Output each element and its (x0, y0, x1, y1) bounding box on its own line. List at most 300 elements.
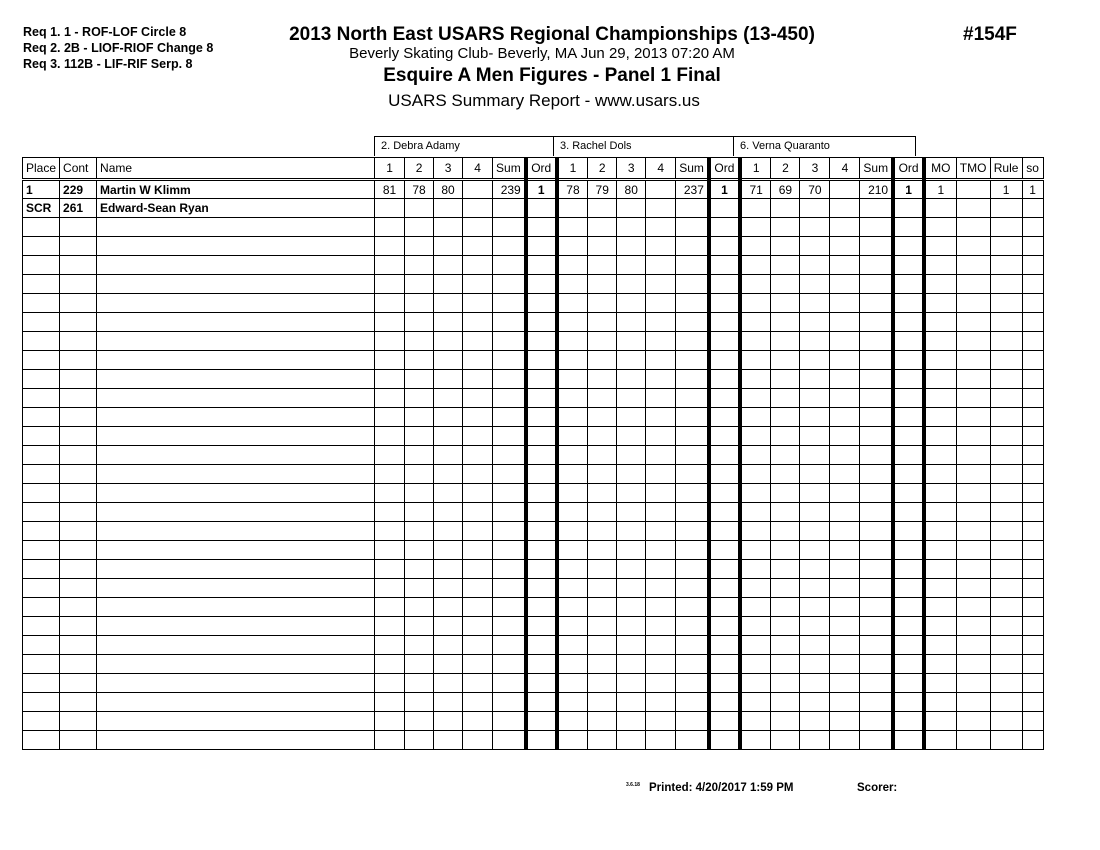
judge3-score-4-cell (830, 617, 860, 636)
judge3-ord-cell (893, 560, 924, 579)
judge2-sum-cell (676, 674, 709, 693)
judge2-score-3-cell (617, 503, 646, 522)
judge1-sum-cell (493, 256, 526, 275)
judge3-score-3-cell: 70 (800, 180, 830, 199)
judge3-score-4-cell (830, 560, 860, 579)
table-row (23, 275, 1044, 294)
judge3-score-1-cell (740, 598, 771, 617)
col-place: Place (23, 158, 60, 180)
rule-cell (990, 712, 1022, 731)
judge1-score-1-cell (375, 465, 405, 484)
col-j1-4: 4 (463, 158, 493, 180)
judge3-ord-cell (893, 541, 924, 560)
tmo-cell (956, 522, 990, 541)
judge2-score-1-cell (557, 199, 588, 218)
judge3-score-3-cell (800, 579, 830, 598)
judge1-ord-cell (526, 408, 557, 427)
table-row (23, 408, 1044, 427)
so-cell (1022, 427, 1043, 446)
mo-cell: 1 (924, 180, 956, 199)
judge1-score-3-cell (434, 275, 463, 294)
so-cell (1022, 313, 1043, 332)
judge3-sum-cell (860, 370, 893, 389)
judge1-score-2-cell (405, 256, 434, 275)
judge1-score-3-cell (434, 674, 463, 693)
table-row (23, 541, 1044, 560)
so-cell (1022, 408, 1043, 427)
table-row (23, 389, 1044, 408)
table-row (23, 712, 1044, 731)
judge3-score-1-cell (740, 218, 771, 237)
judge2-score-3-cell (617, 370, 646, 389)
judge1-score-2-cell (405, 370, 434, 389)
judge3-score-4-cell (830, 579, 860, 598)
judge1-score-2-cell (405, 218, 434, 237)
tmo-cell (956, 408, 990, 427)
judge2-score-2-cell (588, 617, 617, 636)
col-j3-1: 1 (740, 158, 771, 180)
judge1-score-1-cell (375, 484, 405, 503)
so-cell (1022, 332, 1043, 351)
judge1-sum-cell (493, 522, 526, 541)
judge2-ord-cell (709, 256, 740, 275)
judge1-score-2-cell (405, 674, 434, 693)
judge2-score-1-cell (557, 484, 588, 503)
judge2-score-4-cell (646, 408, 676, 427)
judge1-score-1-cell (375, 503, 405, 522)
judge1-score-1-cell (375, 351, 405, 370)
judge2-ord-cell (709, 541, 740, 560)
place-cell (23, 313, 60, 332)
judge3-score-2-cell (771, 408, 800, 427)
judge1-sum-cell (493, 332, 526, 351)
judge1-score-1-cell: 81 (375, 180, 405, 199)
so-cell (1022, 351, 1043, 370)
tmo-cell (956, 617, 990, 636)
judge1-score-4-cell (463, 370, 493, 389)
judge1-score-1-cell (375, 199, 405, 218)
place-cell: SCR (23, 199, 60, 218)
place-cell (23, 674, 60, 693)
judge2-score-2-cell: 79 (588, 180, 617, 199)
judge1-ord-cell (526, 655, 557, 674)
judge2-sum-cell (676, 617, 709, 636)
judge3-score-4-cell (830, 636, 860, 655)
cont-cell (60, 294, 97, 313)
name-cell (97, 275, 375, 294)
cont-cell (60, 598, 97, 617)
name-cell (97, 560, 375, 579)
judge1-score-1-cell (375, 617, 405, 636)
judge3-score-4-cell (830, 351, 860, 370)
mo-cell (924, 446, 956, 465)
judge3-score-1-cell (740, 408, 771, 427)
place-cell (23, 275, 60, 294)
judge2-score-4-cell (646, 275, 676, 294)
judge3-sum-cell (860, 218, 893, 237)
judge3-score-2-cell (771, 731, 800, 750)
judge3-sum-cell (860, 294, 893, 313)
table-row (23, 617, 1044, 636)
judge2-score-2-cell (588, 579, 617, 598)
place-cell (23, 655, 60, 674)
judge1-ord-cell (526, 693, 557, 712)
place-cell (23, 617, 60, 636)
judge2-score-3-cell (617, 389, 646, 408)
judge1-score-1-cell (375, 275, 405, 294)
tmo-cell (956, 332, 990, 351)
place-cell (23, 446, 60, 465)
judge3-sum-cell (860, 655, 893, 674)
tmo-cell (956, 674, 990, 693)
cont-cell (60, 655, 97, 674)
judge1-score-3-cell (434, 541, 463, 560)
judge3-sum-cell (860, 693, 893, 712)
mo-cell (924, 712, 956, 731)
software-version: 3.6.18 (626, 782, 640, 788)
judge1-score-2-cell (405, 427, 434, 446)
judge3-score-4-cell (830, 522, 860, 541)
judge2-score-1-cell (557, 427, 588, 446)
judge2-score-1-cell (557, 636, 588, 655)
judge2-score-4-cell (646, 636, 676, 655)
judge2-sum-cell (676, 446, 709, 465)
judge-header-2: 3. Rachel Dols (553, 136, 734, 156)
judge2-score-1-cell (557, 408, 588, 427)
judge2-ord-cell (709, 655, 740, 674)
judge2-score-3-cell (617, 655, 646, 674)
judge2-score-2-cell (588, 351, 617, 370)
judge1-sum-cell (493, 294, 526, 313)
judge1-sum-cell (493, 541, 526, 560)
col-j3-ord: Ord (893, 158, 924, 180)
judge1-ord-cell (526, 446, 557, 465)
so-cell (1022, 370, 1043, 389)
judge1-score-3-cell (434, 237, 463, 256)
judge2-score-2-cell (588, 389, 617, 408)
judge1-score-3-cell (434, 332, 463, 351)
judge2-ord-cell (709, 351, 740, 370)
judge3-sum-cell (860, 598, 893, 617)
judge3-ord-cell (893, 484, 924, 503)
judge1-score-2-cell (405, 332, 434, 351)
judge1-sum-cell (493, 446, 526, 465)
judge1-ord-cell (526, 674, 557, 693)
judge2-ord-cell (709, 332, 740, 351)
judge2-score-4-cell (646, 465, 676, 484)
judge3-score-1-cell (740, 237, 771, 256)
cont-cell (60, 408, 97, 427)
judge2-score-4-cell (646, 446, 676, 465)
judge2-score-1-cell (557, 617, 588, 636)
table-row (23, 256, 1044, 275)
judge1-score-4-cell (463, 218, 493, 237)
judge2-score-1-cell (557, 503, 588, 522)
rule-cell (990, 617, 1022, 636)
judge3-sum-cell (860, 351, 893, 370)
cont-cell (60, 636, 97, 655)
name-cell (97, 484, 375, 503)
judge2-ord-cell (709, 731, 740, 750)
table-row (23, 674, 1044, 693)
judge2-sum-cell (676, 256, 709, 275)
name-cell (97, 712, 375, 731)
judge1-sum-cell (493, 636, 526, 655)
name-cell (97, 218, 375, 237)
judge1-sum-cell (493, 503, 526, 522)
judge3-sum-cell (860, 427, 893, 446)
judge3-score-1-cell (740, 275, 771, 294)
judge-header-1: 2. Debra Adamy (374, 136, 554, 156)
judge1-ord-cell (526, 237, 557, 256)
judge3-score-4-cell (830, 294, 860, 313)
event-title: Esquire A Men Figures - Panel 1 Final (383, 65, 721, 86)
judge2-sum-cell (676, 655, 709, 674)
judge2-score-2-cell (588, 541, 617, 560)
mo-cell (924, 427, 956, 446)
table-row (23, 199, 1044, 218)
mo-cell (924, 370, 956, 389)
judge2-ord-cell (709, 427, 740, 446)
judge2-ord-cell (709, 408, 740, 427)
column-header-row (23, 158, 1044, 180)
judge3-sum-cell (860, 712, 893, 731)
judge1-score-4-cell (463, 199, 493, 218)
mo-cell (924, 674, 956, 693)
col-j3-3: 3 (800, 158, 830, 180)
col-j1-2: 2 (405, 158, 434, 180)
judge2-score-4-cell (646, 389, 676, 408)
judge3-score-3-cell (800, 427, 830, 446)
judge1-score-4-cell (463, 389, 493, 408)
place-cell (23, 465, 60, 484)
place-cell (23, 237, 60, 256)
judge2-score-4-cell (646, 237, 676, 256)
place-cell (23, 522, 60, 541)
col-j1-ord: Ord (526, 158, 557, 180)
judge3-score-4-cell (830, 237, 860, 256)
judge1-score-2-cell (405, 275, 434, 294)
judge1-score-3-cell (434, 427, 463, 446)
tmo-cell (956, 199, 990, 218)
mo-cell (924, 731, 956, 750)
judge1-score-4-cell (463, 275, 493, 294)
judge1-ord-cell (526, 636, 557, 655)
judge3-ord-cell (893, 218, 924, 237)
name-cell (97, 731, 375, 750)
judge3-sum-cell (860, 275, 893, 294)
judge1-score-1-cell (375, 560, 405, 579)
judge1-score-4-cell (463, 427, 493, 446)
tmo-cell (956, 636, 990, 655)
judge3-score-1-cell (740, 579, 771, 598)
judge3-score-2-cell (771, 598, 800, 617)
cont-cell (60, 522, 97, 541)
judge2-score-3-cell (617, 332, 646, 351)
judge2-sum-cell (676, 731, 709, 750)
judge-header-3: 6. Verna Quaranto (733, 136, 916, 156)
judge3-score-3-cell (800, 465, 830, 484)
judge3-score-3-cell (800, 617, 830, 636)
judge2-score-2-cell (588, 522, 617, 541)
judge3-score-2-cell (771, 636, 800, 655)
judge1-sum-cell (493, 370, 526, 389)
judge2-ord-cell (709, 484, 740, 503)
cont-cell: 261 (60, 199, 97, 218)
judge2-score-4-cell (646, 351, 676, 370)
judge2-ord-cell (709, 389, 740, 408)
cont-cell (60, 617, 97, 636)
judge2-score-4-cell (646, 294, 676, 313)
judge1-score-1-cell (375, 541, 405, 560)
judge1-score-3-cell (434, 731, 463, 750)
judge2-score-4-cell (646, 693, 676, 712)
mo-cell (924, 465, 956, 484)
rule-cell (990, 655, 1022, 674)
judge3-score-1-cell (740, 294, 771, 313)
requirement-1: Req 1. 1 - ROF-LOF Circle 8 (23, 25, 187, 39)
judge1-score-3-cell (434, 256, 463, 275)
judge2-score-1-cell (557, 218, 588, 237)
judge1-score-3-cell (434, 617, 463, 636)
judge1-score-4-cell (463, 579, 493, 598)
judge2-score-4-cell (646, 674, 676, 693)
judge1-score-2-cell: 78 (405, 180, 434, 199)
judge2-ord-cell (709, 617, 740, 636)
judge3-score-1-cell (740, 446, 771, 465)
judge3-ord-cell (893, 636, 924, 655)
mo-cell (924, 655, 956, 674)
so-cell (1022, 617, 1043, 636)
judge3-score-1-cell (740, 503, 771, 522)
judge2-score-4-cell (646, 370, 676, 389)
printed-timestamp: Printed: 4/20/2017 1:59 PM (649, 782, 794, 794)
so-cell (1022, 674, 1043, 693)
judge1-score-1-cell (375, 731, 405, 750)
judge1-sum-cell (493, 389, 526, 408)
judge1-ord-cell (526, 275, 557, 294)
judge1-score-2-cell (405, 693, 434, 712)
name-cell (97, 332, 375, 351)
judge2-score-3-cell (617, 617, 646, 636)
judge3-ord-cell (893, 598, 924, 617)
judge3-sum-cell (860, 237, 893, 256)
judge1-score-2-cell (405, 446, 434, 465)
place-cell (23, 560, 60, 579)
tmo-cell (956, 275, 990, 294)
judge1-score-1-cell (375, 579, 405, 598)
col-j3-4: 4 (830, 158, 860, 180)
judge2-score-1-cell (557, 731, 588, 750)
judge1-score-2-cell (405, 503, 434, 522)
judge2-ord-cell (709, 199, 740, 218)
table-row (23, 332, 1044, 351)
tmo-cell (956, 313, 990, 332)
judge2-score-1-cell: 78 (557, 180, 588, 199)
so-cell (1022, 522, 1043, 541)
so-cell (1022, 655, 1043, 674)
judge1-score-4-cell (463, 560, 493, 579)
judge1-score-4-cell (463, 655, 493, 674)
judge1-score-2-cell (405, 465, 434, 484)
judge2-score-1-cell (557, 256, 588, 275)
judge1-score-3-cell (434, 503, 463, 522)
judge1-score-1-cell (375, 218, 405, 237)
judge1-sum-cell (493, 199, 526, 218)
judge2-score-4-cell (646, 313, 676, 332)
judge1-score-3-cell (434, 712, 463, 731)
judge1-sum-cell (493, 484, 526, 503)
judge2-sum-cell (676, 541, 709, 560)
judge3-score-3-cell (800, 294, 830, 313)
col-name: Name (97, 158, 375, 180)
judge1-ord-cell (526, 256, 557, 275)
judge3-score-1-cell (740, 484, 771, 503)
cont-cell (60, 275, 97, 294)
tmo-cell (956, 446, 990, 465)
judge2-score-3-cell (617, 275, 646, 294)
mo-cell (924, 579, 956, 598)
judge3-score-3-cell (800, 693, 830, 712)
judge2-sum-cell (676, 370, 709, 389)
name-cell (97, 313, 375, 332)
judge3-score-2-cell (771, 275, 800, 294)
rule-cell (990, 370, 1022, 389)
judge1-score-2-cell (405, 731, 434, 750)
judge2-score-1-cell (557, 560, 588, 579)
judge1-ord-cell (526, 617, 557, 636)
judge2-score-2-cell (588, 503, 617, 522)
judge1-sum-cell (493, 560, 526, 579)
table-row (23, 446, 1044, 465)
col-j2-ord: Ord (709, 158, 740, 180)
judge1-ord-cell (526, 294, 557, 313)
judge2-score-3-cell (617, 237, 646, 256)
so-cell (1022, 541, 1043, 560)
judge3-ord-cell: 1 (893, 180, 924, 199)
cont-cell (60, 446, 97, 465)
judge3-score-2-cell (771, 674, 800, 693)
judge2-score-2-cell (588, 731, 617, 750)
venue-datetime: Beverly Skating Club- Beverly, MA Jun 29, 2013 07:20 AM (349, 45, 735, 62)
mo-cell (924, 484, 956, 503)
judge2-score-3-cell (617, 427, 646, 446)
judge3-score-4-cell (830, 332, 860, 351)
rule-cell (990, 275, 1022, 294)
judge1-score-1-cell (375, 522, 405, 541)
judge1-score-2-cell (405, 579, 434, 598)
so-cell (1022, 218, 1043, 237)
judge2-score-4-cell (646, 655, 676, 674)
judge2-score-1-cell (557, 370, 588, 389)
judge1-score-4-cell (463, 446, 493, 465)
judge3-score-4-cell (830, 180, 860, 199)
col-rule: Rule (990, 158, 1022, 180)
judge3-score-4-cell (830, 731, 860, 750)
place-cell (23, 636, 60, 655)
judge2-score-1-cell (557, 351, 588, 370)
judge3-score-2-cell (771, 541, 800, 560)
judge3-score-3-cell (800, 541, 830, 560)
col-j2-4: 4 (646, 158, 676, 180)
place-cell (23, 389, 60, 408)
judge2-score-3-cell (617, 199, 646, 218)
rule-cell (990, 313, 1022, 332)
rule-cell (990, 522, 1022, 541)
judge2-score-2-cell (588, 218, 617, 237)
judge3-score-1-cell (740, 370, 771, 389)
judge1-score-3-cell: 80 (434, 180, 463, 199)
